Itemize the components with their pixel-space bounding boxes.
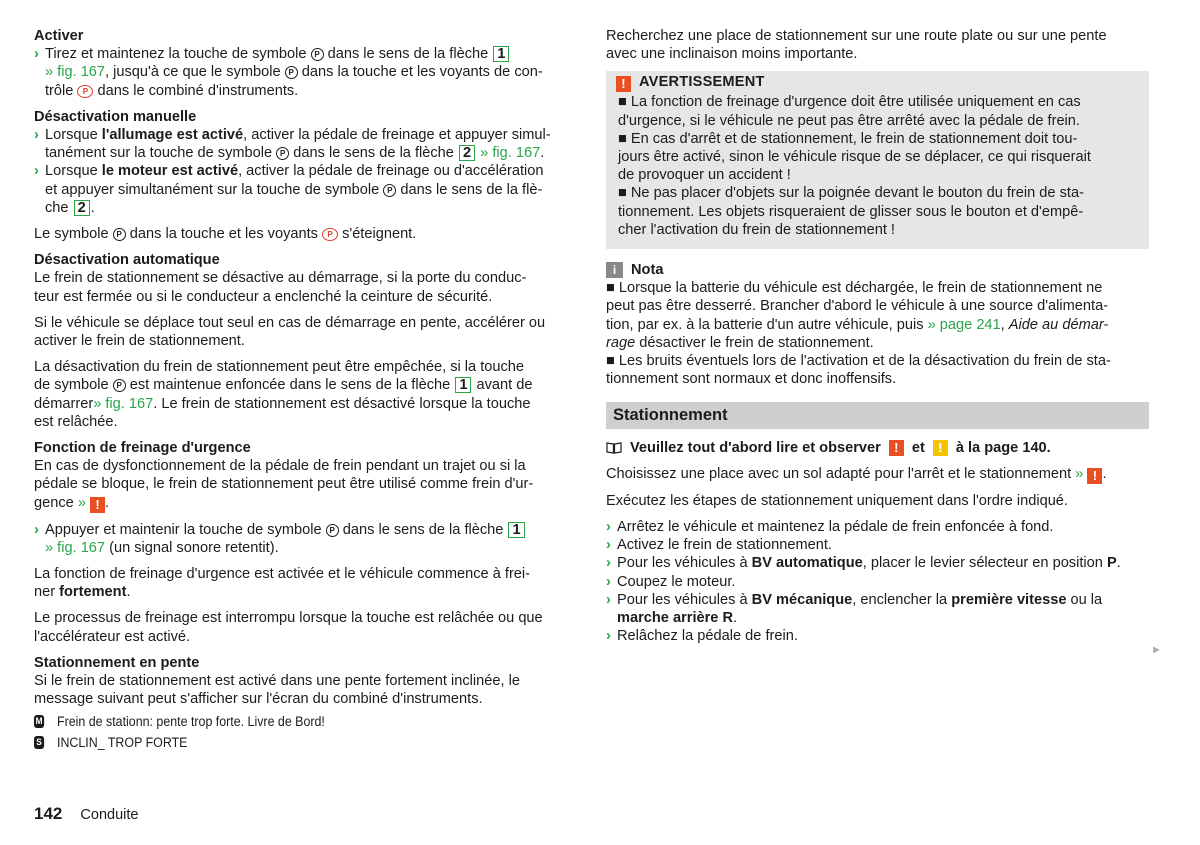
- parking-warning-light-icon: P: [322, 228, 338, 241]
- warning-link[interactable]: »: [77, 494, 86, 511]
- warning-box: [606, 71, 1149, 249]
- right-column: [606, 27, 1149, 645]
- figure-link[interactable]: » fig. 167: [45, 64, 106, 81]
- warning-line: cher l'activation du frein de stationnement !: [618, 221, 895, 238]
- parking-key-icon: P: [113, 379, 126, 392]
- warning-icon: !: [616, 76, 631, 92]
- step-arrow-icon: ›: [606, 537, 611, 554]
- urgence-paragraph-2: La fonction de freinage d'urgence est activée et le véhicule commence à frei- ner fortement.: [34, 566, 531, 601]
- parking-step: › Relâchez la pédale de frein.: [606, 628, 798, 645]
- warning-line: d'urgence, si le véhicule ne peut pas être arrêté avec la pédale de frein.: [618, 112, 1080, 129]
- warning-line: de provoquer un accident !: [618, 167, 791, 184]
- warning-line: tionnement. Les objets risqueraient de glisser sous le bouton et d'empê-: [618, 203, 1084, 220]
- step-arrow-icon: ›: [34, 163, 39, 180]
- parking-key-icon: P: [326, 524, 339, 537]
- next-page-arrow-icon: ►: [1151, 644, 1162, 656]
- parking-key-icon: P: [113, 228, 126, 241]
- figure-link[interactable]: » fig. 167: [93, 395, 154, 412]
- figure-link[interactable]: » fig. 167: [480, 145, 541, 162]
- parking-key-icon: P: [276, 147, 289, 160]
- book-icon: [606, 442, 622, 454]
- warning-line: ■ En cas d'arrêt et de stationnement, le frein de stationnement doit tou-: [618, 130, 1078, 147]
- warning-link[interactable]: »: [1075, 465, 1084, 482]
- display-message-m: M Frein de stationn: pente trop forte. Livre de Bord!: [35, 713, 325, 729]
- left-column: [34, 27, 574, 752]
- step-arrow-icon: ›: [34, 46, 39, 63]
- choose-paragraph: Choisissez une place avec un sol adapté pour l'arrêt et le stationnement » ! .: [606, 465, 1107, 483]
- info-icon: i: [606, 262, 623, 278]
- figure-ref-box: 2: [459, 145, 475, 161]
- heading-freinage-urgence: Fonction de freinage d'urgence: [34, 440, 251, 457]
- step-arrow-icon: ›: [606, 555, 611, 572]
- display-small-icon: S: [34, 736, 44, 749]
- warning-header: ! AVERTISSEMENT: [618, 71, 1137, 93]
- warning-icon: !: [1087, 468, 1102, 484]
- heading-activer: Activer: [34, 28, 84, 44]
- display-medium-icon: M: [35, 715, 43, 726]
- figure-ref-box: 2: [74, 200, 90, 216]
- auto-paragraph-2: Si le véhicule se déplace tout seul en cas de démarrage en pente, accélérer ou activer le frein de stationnement.: [34, 314, 546, 350]
- figure-ref-box: 1: [455, 377, 471, 393]
- exec-paragraph: Exécutez les étapes de stationnement uniquement dans l'ordre indiqué.: [606, 492, 1068, 509]
- auto-paragraph-3: La désactivation du frein de stationnement peut être empêchée, si la touche de symbole P est maintenue enfoncée dans le sens de la flèche 1 avant de démarrer» fig. 167. Le frein de stationnement est désactivé lorsque la touche est relâchée.: [34, 359, 533, 430]
- parking-warning-light-icon: P: [77, 85, 93, 98]
- warning-line: ■ Ne pas placer d'objets sur la poignée devant le bouton du frein de sta-: [618, 185, 1084, 202]
- auto-paragraph-1: Le frein de stationnement se désactive au démarrage, si la porte du conduc- teur est fermée ou si le conducteur a enclenché la ceinture de sécurité.: [34, 270, 527, 305]
- warning-line: ■ La fonction de freinage d'urgence doit être utilisée uniquement en cas: [618, 94, 1081, 111]
- warning-line: jours être activé, sinon le véhicule risque de se déplacer, ce qui risquerait: [618, 149, 1091, 166]
- figure-link[interactable]: » fig. 167: [45, 539, 106, 556]
- page-number: 142: [34, 804, 63, 823]
- page-link[interactable]: » page 241: [927, 316, 1001, 333]
- heading-desactivation-manuelle: Désactivation manuelle: [34, 108, 197, 125]
- parking-step: › Pour les véhicules à BV automatique, placer le levier sélecteur en position P.: [606, 555, 1121, 572]
- page-footer: [34, 805, 138, 824]
- step-urgence: › Appuyer et maintenir la touche de symbole P dans le sens de la flèche 1 » fig. 167 (un signal sonore retentit).: [34, 521, 574, 557]
- note-block: i Nota ■ Lorsque la batterie du véhicule est déchargée, le frein de stationnement ne peut pas être desserré. Brancher d'abord le véhicule à une source d'alimenta- tion, par ex. à la batterie d'un autre véhicule, puis » page 241, Aide au démar- rage désactiver le frein de stationnement. ■ Les bruits éventuels lors de l'activation et de la désactivation du frein de sta- tionnement sont normaux et donc inoffensifs.: [606, 261, 1149, 388]
- step-arrow-icon: ›: [34, 127, 39, 144]
- step-desact-2: › Lorsque le moteur est activé, activer la pédale de freinage ou d'accélération et appuyer simultanément sur la touche de symbole P dans le sens de la flè- che 2 .: [34, 163, 544, 216]
- caution-icon: !: [933, 440, 948, 456]
- figure-ref-box: 1: [493, 46, 509, 62]
- parking-key-icon: P: [383, 184, 396, 197]
- note-header: i Nota: [606, 261, 1149, 279]
- urgence-paragraph-3: Le processus de freinage est interrompu lorsque la touche est relâchée ou que l'accélérateur est activé.: [34, 610, 543, 645]
- section-title-stationnement: Stationnement: [606, 402, 1149, 428]
- intro-paragraph: Recherchez une place de stationnement sur une route plate ou sur une pente avec une inclinaison moins importante.: [606, 28, 1107, 63]
- step-desact-1: › Lorsque l'allumage est activé, activer la pédale de freinage et appuyer simul- tanément sur la touche de symbole P dans le sens de la flèche 2 » fig. 167.: [34, 127, 551, 162]
- symbol-paragraph: Le symbole P dans la touche et les voyants P s'éteignent.: [34, 226, 417, 243]
- parking-key-icon: P: [285, 66, 298, 79]
- display-message-s: S INCLIN_ TROP FORTE: [34, 734, 531, 752]
- parking-step: › Activez le frein de stationnement.: [606, 537, 832, 554]
- pente-paragraph: Si le frein de stationnement est activé dans une pente fortement inclinée, le message suivant peut s'afficher sur l'écran du combiné d'instruments.: [34, 673, 520, 708]
- parking-step: › Coupez le moteur.: [606, 573, 736, 590]
- step-arrow-icon: ›: [606, 628, 611, 645]
- step-arrow-icon: ›: [606, 519, 611, 536]
- warning-icon: !: [90, 497, 105, 513]
- step-arrow-icon: ›: [606, 591, 611, 608]
- read-first-line: Veuillez tout d'abord lire et observer ! et ! à la page 140.: [606, 439, 1149, 457]
- parking-step: › Arrêtez le véhicule et maintenez la pédale de frein enfoncée à fond.: [606, 519, 1054, 536]
- step-arrow-icon: ›: [606, 573, 611, 590]
- heading-stationnement-pente: Stationnement en pente: [34, 654, 200, 671]
- figure-ref-box: 1: [508, 522, 524, 538]
- warning-icon: !: [889, 440, 904, 456]
- heading-desactivation-automatique: Désactivation automatique: [34, 252, 220, 269]
- footer-section: Conduite: [80, 807, 139, 823]
- parking-step: › Pour les véhicules à BV mécanique, enclencher la première vitesse ou la marche arrière R.: [606, 591, 1103, 627]
- urgence-paragraph-1: En cas de dysfonctionnement de la pédale de frein pendant un trajet ou si la pédale se bloque, le frein de stationnement peut être utilisé comme frein d'ur- gence » ! .: [34, 458, 534, 512]
- step-arrow-icon: ›: [34, 521, 39, 538]
- parking-key-icon: P: [311, 48, 324, 61]
- step-activer: › Tirez et maintenez la touche de symbole P dans le sens de la flèche 1 » fig. 167, jusqu'à ce que le symbole P dans la touche et les voyants de con- trôle P dans le combiné d'instruments.: [34, 46, 543, 99]
